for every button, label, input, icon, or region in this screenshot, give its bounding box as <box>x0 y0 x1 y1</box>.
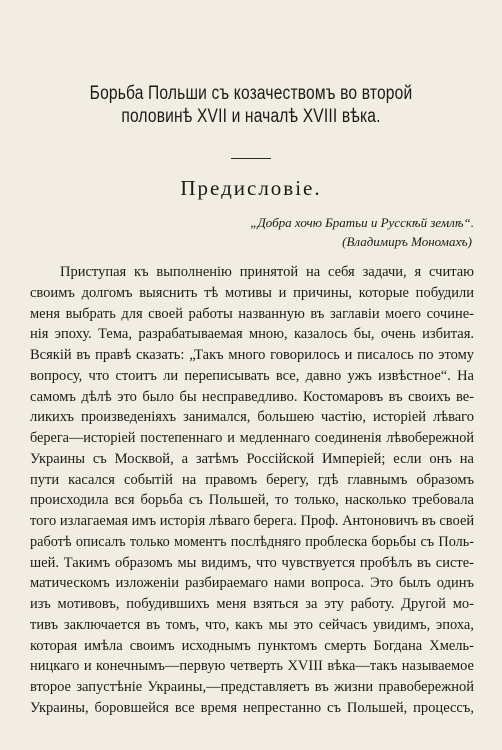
text-line: ликихъ произведеніяхъ занимался, большею частію, исторіей лѣваго <box>30 409 474 426</box>
text-line: второе запустѣніе Украины,—представляетъ въ жизни правобережной <box>30 679 474 695</box>
text-line: берега—исторіей постепеннаго и медленнаго соединенія лѣвобережной <box>30 430 474 446</box>
text-line: шей. Такимъ образомъ мы видимъ, что чувствуется пробѣлъ въ систе- <box>30 554 474 571</box>
text-line: тивъ заключается въ томъ, что, какъ мы это сейчасъ увидимъ, эпоха, <box>30 616 474 633</box>
text-line: самомъ дѣлѣ это было бы несправедливо. Костомаровъ въ своихъ ве- <box>30 388 474 405</box>
document-title: Борьба Польши съ козачествомъ во второй половинѣ XVII и началѣ XVIII вѣка. <box>89 83 413 127</box>
body-text <box>30 262 474 719</box>
epigraph-attribution: (Владимиръ Мономахъ) <box>342 234 472 249</box>
text-line: ницкаго и конечнымъ—первую четверть XVIII вѣка—такъ называемое <box>30 658 474 675</box>
epigraph-quote: „Добра хочю Братьи и Русскѣй землѣ“. <box>250 215 474 230</box>
text-line: происходила вся борьба съ Польшей, то только, насколько требовала <box>30 492 474 509</box>
text-line: Украины съ Москвой, а затѣмъ Россійской Имперіей; если онъ на <box>30 450 474 467</box>
text-line: которая имѣла своимъ исходнымъ пунктомъ смерть Богдана Хмель- <box>30 637 474 654</box>
text-line: работѣ описалъ только моментъ послѣдняго проблеска борьбы съ Поль- <box>30 533 474 550</box>
title-divider <box>231 158 271 159</box>
section-heading: Предисловіе. <box>180 176 322 200</box>
text-line: вопросу, что стоитъ ли переписывать все, давно ужъ извѣстное“. На <box>30 367 474 384</box>
text-line: Всякій въ правѣ сказать: „Такъ много говорилось и писалось по этому <box>30 347 474 363</box>
text-line: того излагаемая имъ исторія лѣваго берега. Проф. Антоновичъ въ своей <box>30 513 474 529</box>
text-line: своимъ долгомъ выяснить тѣ мотивы и причины, которые побудили <box>30 284 474 301</box>
text-line: матическомъ изложеніи разбираемаго нами вопроса. Это былъ одинъ <box>30 575 474 592</box>
text-line: изъ мотивовъ, побудившихъ меня взяться за эту работу. Другой мо- <box>30 596 474 612</box>
text-line: меня выбрать для своей работы названную въ заглавіи моего сочине- <box>30 305 474 322</box>
text-line: нія эпоху. Тема, разрабатываемая мною, казалось бы, очень избитая. <box>30 326 474 343</box>
text-line: Украины, боровшейся все время непрестанно съ Польшей, процессъ, <box>30 699 474 716</box>
text-line: Приступая къ выполненію принятой на себя задачи, я считаю <box>60 264 474 280</box>
text-line: пути касался событій на правомъ берегу, гдѣ главнымъ образомъ <box>30 471 474 488</box>
